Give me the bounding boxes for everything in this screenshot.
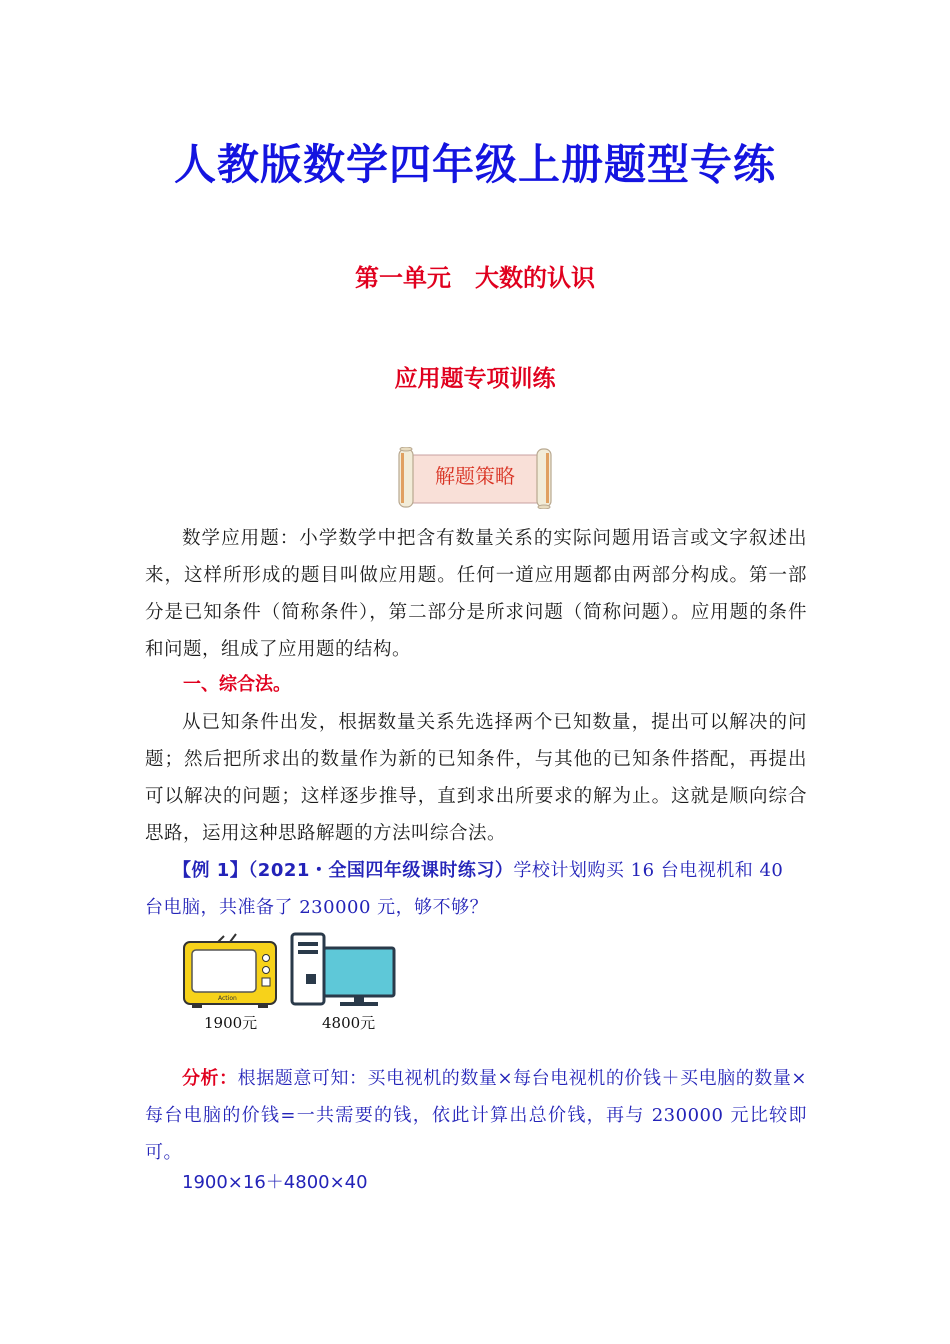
method-paragraph: 从已知条件出发，根据数量关系先选择两个已知数量，提出可以解决的问题；然后把所求出的数量作为新的已知条件，与其他的已知条件搭配，再提出可以解决的问题；这样逐步推导，直到求出所要求的解为止。这就是顺向综合思路，运用这种思路解题的方法叫综合法。 (145, 712, 807, 844)
analysis-text: 根据题意可知：买电视机的数量×每台电视机的价钱＋买电脑的数量×每台电脑的价钱=一共需要的钱，依此计算出总价钱，再与 230000 元比较即可。 (145, 1068, 807, 1163)
computer-price: 4800元 (322, 1014, 376, 1032)
analysis-block (145, 1060, 807, 1171)
computer-icon (292, 934, 394, 1006)
section-title: 应用题专项训练 (394, 366, 556, 392)
strategy-scroll-banner (395, 447, 555, 509)
strategy-label: 解题策略 (435, 464, 515, 488)
intro-paragraph: 数学应用题：小学数学中把含有数量关系的实际问题用语言或文字叙述出来，这样所形成的题目叫做应用题。任何一道应用题都由两部分构成。第一部分是已知条件（简称条件），第二部分是所求问题（简称问题）。应用题的条件和问题，组成了应用题的结构。 (145, 528, 807, 660)
analysis-tag: 分析： (182, 1068, 238, 1089)
example-1 (145, 852, 807, 926)
calculation-expression: 1900×16＋4800×40 (182, 1172, 368, 1193)
tv-price: 1900元 (204, 1014, 258, 1032)
method-heading: 一、综合法。 (183, 674, 291, 695)
tv-brand: Action (218, 995, 237, 1002)
example-text: 学校计划购买 16 台电视机和 40 台电脑，共准备了 230000 元，够不够？ (145, 860, 784, 918)
example-tag: 【例 1】（2021・全国四年级课时练习） (173, 860, 514, 881)
tv-and-computer-illustration (178, 928, 408, 1012)
unit-title: 第一单元 大数的认识 (355, 264, 595, 292)
document-title: 人教版数学四年级上册题型专练 (173, 140, 776, 189)
television-icon (184, 934, 276, 1008)
